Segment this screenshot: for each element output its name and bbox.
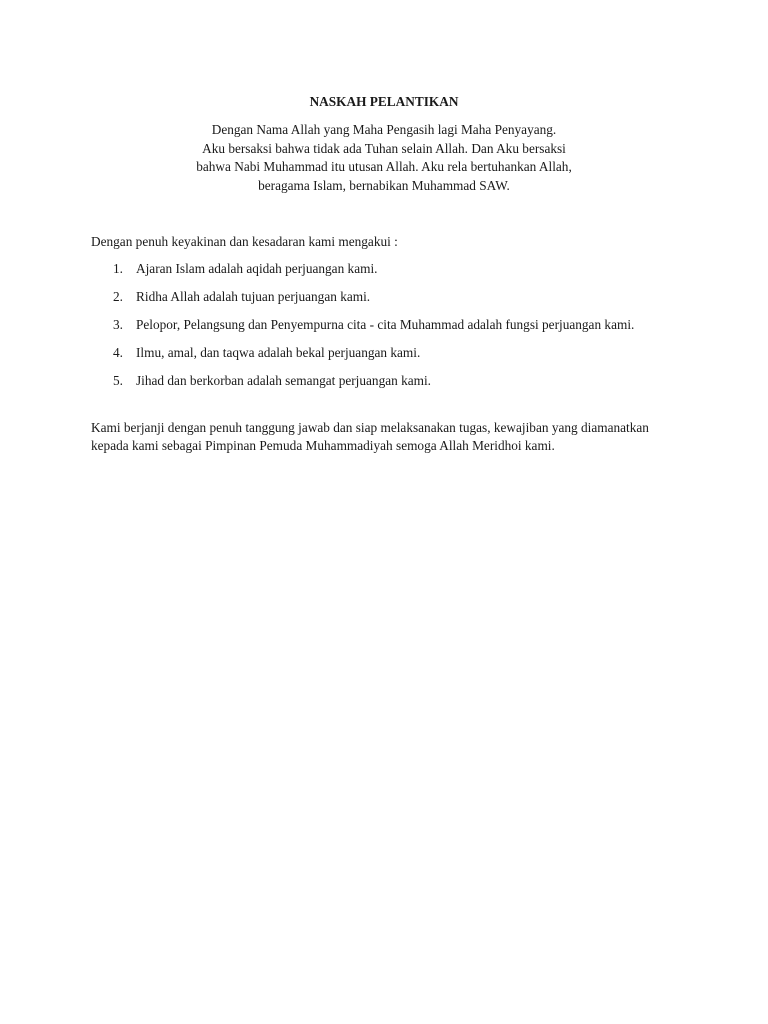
- list-item-number: 3.: [113, 317, 123, 332]
- list-item-text: Ilmu, amal, dan taqwa adalah bekal perjuangan kami.: [136, 345, 421, 360]
- opening-line: Dengan Nama Allah yang Maha Pengasih lagi Maha Penyayang.: [211, 122, 557, 137]
- list-item-text: Jihad dan berkorban adalah semangat perjuangan kami.: [136, 373, 432, 388]
- intro-statement: Dengan penuh keyakinan dan kesadaran kami mengakui :: [91, 234, 398, 249]
- list-item: [91, 316, 681, 334]
- list-item-number: 1.: [113, 261, 123, 276]
- opening-line: bahwa Nabi Muhammad itu utusan Allah. Aku rela bertuhankan Allah,: [196, 159, 572, 174]
- list-item: [91, 260, 681, 278]
- list-item-number: 2.: [113, 289, 123, 304]
- list-item-text: Ajaran Islam adalah aqidah perjuangan kami.: [136, 261, 378, 276]
- document-title: NASKAH PELANTIKAN: [309, 94, 459, 109]
- list-item-text: Pelopor, Pelangsung dan Penyempurna cita - cita Muhammad adalah fungsi perjuangan kami.: [136, 317, 635, 332]
- list-item-number: 4.: [113, 345, 123, 360]
- closing-paragraph: Kami berjanji dengan penuh tanggung jawab dan siap melaksanakan tugas, kewajiban yang diamanatkan kepada kami sebagai Pimpinan Pemuda Muhammadiyah semoga Allah Meridhoi kami.: [91, 420, 649, 453]
- list-item: [91, 288, 681, 306]
- opening-paragraph: [0, 121, 768, 195]
- list-item-number: 5.: [113, 373, 123, 388]
- list-item: [91, 344, 681, 362]
- opening-line: Aku bersaksi bahwa tidak ada Tuhan selain Allah. Dan Aku bersaksi: [202, 140, 566, 156]
- opening-line: beragama Islam, bernabikan Muhammad SAW.: [258, 177, 510, 193]
- pledge-list: [91, 260, 681, 400]
- list-item-text: Ridha Allah adalah tujuan perjuangan kami.: [136, 289, 371, 304]
- list-item: [91, 372, 681, 390]
